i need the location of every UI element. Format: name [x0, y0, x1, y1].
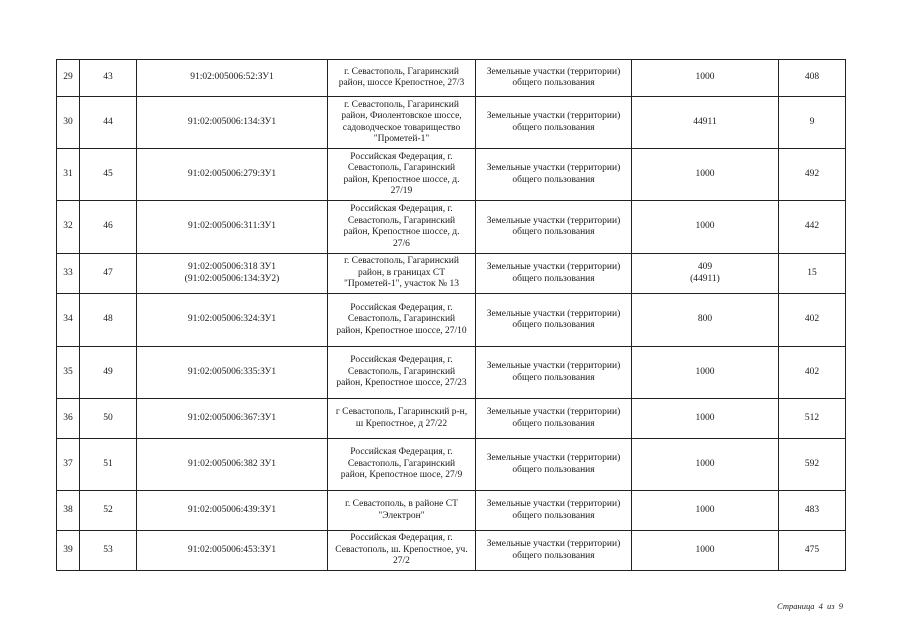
cadastral-number-line: 91:02:005006:134:ЗУ1: [187, 116, 277, 127]
address-line: район, Фиолентовское шоссе,: [341, 111, 462, 121]
address-line: г. Севастополь, в районе СТ: [345, 499, 458, 509]
land-purpose-cell: [476, 149, 632, 201]
land-purpose-cell: [476, 531, 632, 571]
value-cell: 512: [779, 399, 846, 439]
table-row: [57, 201, 846, 254]
address-line: г. Севастополь, Гагаринский: [344, 66, 459, 77]
address-line: Севастополь, ш. Крепостное, уч.: [335, 544, 468, 555]
cadastral-number-line: 91:02:005006:324:ЗУ1: [187, 314, 277, 325]
land-purpose-cell: [476, 347, 632, 399]
parcels-table: [56, 59, 846, 571]
object-index-cell: 44: [80, 97, 137, 149]
value-cell: 402: [779, 294, 846, 347]
object-index-cell: 46: [80, 201, 137, 254]
area-line: 1000: [695, 544, 715, 555]
object-index-cell: 50: [80, 399, 137, 439]
cadastral-number-cell: [137, 201, 328, 254]
value-cell: 9: [779, 97, 846, 149]
cadastral-number-line: 91:02:005006:318 ЗУ1: [187, 262, 277, 272]
area-cell: [632, 491, 779, 531]
address-line: Российская Федерация, г.: [350, 302, 453, 313]
address-cell: [328, 254, 476, 294]
area-cell: [632, 439, 779, 491]
value-cell: 492: [779, 149, 846, 201]
row-number-cell: 33: [57, 254, 80, 294]
land-purpose-line: Земельные участки (территории): [486, 262, 621, 272]
address-line: район, Крепостное шоссе, д.: [343, 227, 460, 237]
area-line: (44911): [690, 273, 720, 284]
cadastral-number-cell: [137, 347, 328, 399]
table-row: [57, 347, 846, 399]
area-line: 1000: [695, 366, 715, 377]
land-purpose-line: общего пользования: [512, 418, 595, 429]
land-purpose-line: общего пользования: [512, 78, 595, 88]
address-cell: [328, 97, 476, 149]
table-row: [57, 294, 846, 347]
area-cell: [632, 294, 779, 347]
address-cell: [328, 60, 476, 97]
address-cell: [328, 294, 476, 347]
area-cell: [632, 97, 779, 149]
area-cell: [632, 201, 779, 254]
cadastral-number-line: 91:02:005006:439:ЗУ1: [187, 504, 277, 515]
land-purpose-line: Земельные участки (территории): [486, 499, 621, 509]
area-cell: [632, 399, 779, 439]
table-row: [57, 439, 846, 491]
row-number-cell: 38: [57, 491, 80, 531]
land-purpose-line: общего пользования: [512, 273, 595, 284]
address-cell: [328, 531, 476, 571]
row-number-cell: 39: [57, 531, 80, 571]
row-number-cell: 36: [57, 399, 80, 439]
land-purpose-line: Земельные участки (территории): [486, 308, 621, 319]
cadastral-number-line: 91:02:005006:382 ЗУ1: [187, 458, 277, 469]
land-purpose-line: Земельные участки (территории): [486, 453, 621, 463]
value-cell: 592: [779, 439, 846, 491]
cadastral-number-cell: [137, 439, 328, 491]
cadastral-number-cell: [137, 399, 328, 439]
cadastral-number-cell: [137, 254, 328, 294]
address-line: г. Севастополь, Гагаринский: [344, 256, 459, 267]
address-line: Российская Федерация, г.: [350, 151, 453, 162]
address-line: Российская Федерация, г.: [350, 355, 453, 366]
address-line: "Прометей-1": [373, 134, 430, 144]
area-line: 1000: [695, 412, 715, 423]
value-cell: 442: [779, 201, 846, 254]
address-line: г. Севастополь, Гагаринский: [344, 99, 459, 110]
value-cell: 408: [779, 60, 846, 97]
footer-label: Страница: [777, 601, 815, 611]
land-purpose-cell: [476, 97, 632, 149]
table-row: [57, 254, 846, 294]
address-line: г Севастополь, Гагаринский р-н,: [335, 407, 468, 417]
row-number-cell: 35: [57, 347, 80, 399]
address-line: район, Крепостное шоссе, 27/23: [336, 378, 467, 389]
address-line: "Электрон": [378, 510, 425, 521]
footer-of: из: [827, 601, 835, 611]
land-purpose-line: общего пользования: [512, 372, 595, 383]
value-cell: 15: [779, 254, 846, 294]
land-purpose-line: Земельные участки (территории): [486, 66, 621, 77]
address-line: Российская Федерация, г.: [350, 447, 453, 458]
object-index-cell: 53: [80, 531, 137, 571]
area-cell: [632, 347, 779, 399]
row-number-cell: 31: [57, 149, 80, 201]
land-purpose-line: Земельные участки (территории): [486, 215, 621, 226]
object-index-cell: 48: [80, 294, 137, 347]
area-line: 1000: [695, 168, 715, 179]
address-line: садоводческое товарищество: [342, 122, 461, 133]
cadastral-number-cell: [137, 60, 328, 97]
land-purpose-line: общего пользования: [512, 122, 595, 133]
land-purpose-line: общего пользования: [512, 174, 595, 185]
row-number-cell: 34: [57, 294, 80, 347]
land-purpose-cell: [476, 254, 632, 294]
area-line: 1000: [695, 221, 715, 232]
value-cell: 483: [779, 491, 846, 531]
area-line: 1000: [695, 504, 715, 515]
object-index-cell: 52: [80, 491, 137, 531]
address-line: "Прометей-1", участок № 13: [344, 279, 459, 290]
address-line: 27/2: [393, 556, 410, 567]
row-number-cell: 29: [57, 60, 80, 97]
address-line: Севастополь, Гагаринский: [347, 163, 456, 173]
land-purpose-cell: [476, 201, 632, 254]
area-line: 1000: [695, 72, 715, 83]
cadastral-number-cell: [137, 97, 328, 149]
area-cell: [632, 254, 779, 294]
cadastral-number-line: 91:02:005006:453:ЗУ1: [187, 544, 277, 555]
address-line: Российская Федерация, г.: [350, 533, 453, 544]
land-purpose-cell: [476, 491, 632, 531]
row-number-cell: 37: [57, 439, 80, 491]
value-cell: 475: [779, 531, 846, 571]
area-cell: [632, 531, 779, 571]
table-row: [57, 491, 846, 531]
row-number-cell: 32: [57, 201, 80, 254]
table-row: [57, 149, 846, 201]
table-row: [57, 531, 846, 571]
area-cell: [632, 149, 779, 201]
object-index-cell: 47: [80, 254, 137, 294]
table-row: [57, 60, 846, 97]
address-cell: [328, 347, 476, 399]
table-row: [57, 399, 846, 439]
address-line: Севастополь, Гагаринский: [347, 215, 456, 226]
object-index-cell: 43: [80, 60, 137, 97]
page-footer: [777, 601, 845, 611]
cadastral-number-line: (91:02:005006:134:ЗУ2): [184, 273, 280, 284]
land-purpose-line: Земельные участки (территории): [486, 163, 621, 173]
address-cell: [328, 491, 476, 531]
address-cell: [328, 399, 476, 439]
address-line: 27/6: [393, 238, 410, 249]
cadastral-number-line: 91:02:005006:335:ЗУ1: [187, 366, 277, 377]
area-cell: [632, 60, 779, 97]
address-line: район, Крепостное шосе, 27/9: [340, 470, 463, 481]
cadastral-number-cell: [137, 491, 328, 531]
table-row: [57, 97, 846, 149]
land-purpose-cell: [476, 439, 632, 491]
address-line: Севастополь, Гагаринский: [347, 366, 456, 377]
object-index-cell: 45: [80, 149, 137, 201]
land-purpose-line: общего пользования: [512, 510, 595, 521]
cadastral-number-line: 91:02:005006:279:ЗУ1: [187, 168, 277, 179]
land-purpose-cell: [476, 399, 632, 439]
table-body: [57, 60, 846, 571]
address-line: район, Крепостное шоссе, д.: [343, 174, 460, 185]
address-line: район, в границах СТ: [357, 267, 446, 278]
address-line: Севастополь, Гагаринский: [347, 314, 456, 325]
land-purpose-cell: [476, 60, 632, 97]
cadastral-number-line: 91:02:005006:367:ЗУ1: [187, 412, 277, 423]
area-line: 800: [697, 314, 713, 325]
cadastral-number-cell: [137, 531, 328, 571]
cadastral-number-line: 91:02:005006:311:ЗУ1: [188, 221, 276, 232]
land-purpose-line: Земельные участки (территории): [486, 361, 621, 371]
value-cell: 402: [779, 347, 846, 399]
address-line: 27/19: [390, 186, 413, 196]
area-line: 44911: [693, 116, 717, 127]
address-cell: [328, 439, 476, 491]
footer-page: 4: [818, 601, 823, 611]
address-line: Севастополь, Гагаринский: [347, 458, 456, 469]
row-number-cell: 30: [57, 97, 80, 149]
land-purpose-line: Земельные участки (территории): [486, 111, 621, 121]
land-purpose-line: Земельные участки (территории): [486, 407, 621, 417]
address-line: район, шоссе Крепостное, 27/3: [338, 78, 465, 88]
address-line: район, Крепостное шоссе, 27/10: [336, 325, 467, 336]
address-cell: [328, 201, 476, 254]
object-index-cell: 51: [80, 439, 137, 491]
area-line: 409: [697, 262, 713, 272]
land-purpose-cell: [476, 294, 632, 347]
address-cell: [328, 149, 476, 201]
land-purpose-line: общего пользования: [512, 320, 595, 330]
object-index-cell: 49: [80, 347, 137, 399]
address-line: Российская Федерация, г.: [350, 204, 453, 214]
cadastral-number-cell: [137, 294, 328, 347]
land-purpose-line: общего пользования: [512, 550, 595, 561]
footer-total: 9: [838, 601, 843, 611]
land-purpose-line: Земельные участки (территории): [486, 539, 621, 549]
cadastral-number-cell: [137, 149, 328, 201]
cadastral-number-line: 91:02:005006:52:ЗУ1: [190, 72, 274, 83]
land-purpose-line: общего пользования: [512, 227, 595, 237]
land-purpose-line: общего пользования: [512, 464, 595, 475]
area-line: 1000: [695, 458, 715, 469]
address-line: ш Крепостное, д 27/22: [355, 418, 448, 429]
